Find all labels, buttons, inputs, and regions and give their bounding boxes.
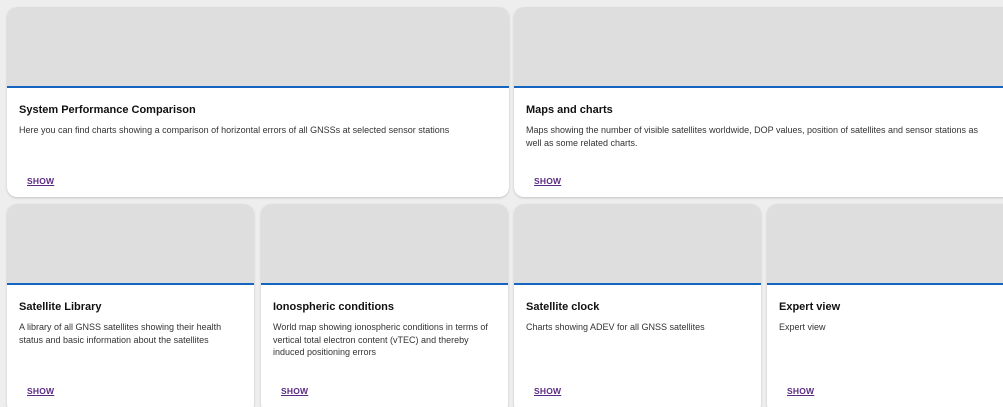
card-description: A library of all GNSS satellites showing their health status and basic information about the satellites xyxy=(19,322,222,345)
show-link[interactable]: SHOW xyxy=(534,386,562,396)
card-title: Maps and charts xyxy=(526,104,613,116)
card-description: Maps showing the number of visible satellites worldwide, DOP values, position of satellites and sensor stations as well as some related charts. xyxy=(526,125,979,148)
card-ionospheric-conditions[interactable] xyxy=(261,204,508,407)
card-description: World map showing ionospheric conditions in terms of vertical total electron content (vTEC) and thereby induced positioning errors xyxy=(273,322,488,357)
card-image-placeholder[interactable] xyxy=(7,7,509,88)
show-link[interactable]: SHOW xyxy=(281,386,309,396)
card-title: Expert view xyxy=(779,301,841,313)
card-image-placeholder[interactable] xyxy=(514,204,761,285)
card-image-placeholder[interactable] xyxy=(767,204,1003,285)
card-title: Satellite clock xyxy=(526,301,600,313)
show-link[interactable]: SHOW xyxy=(27,176,55,186)
card-maps-and-charts[interactable] xyxy=(514,7,1003,197)
card-satellite-clock[interactable] xyxy=(514,204,761,407)
card-description: Charts showing ADEV for all GNSS satellites xyxy=(526,322,705,332)
card-image-placeholder[interactable] xyxy=(514,7,1003,88)
card-image-placeholder[interactable] xyxy=(7,204,254,285)
card-title: Satellite Library xyxy=(19,301,102,313)
card-title: System Performance Comparison xyxy=(19,104,196,116)
show-link[interactable]: SHOW xyxy=(534,176,562,186)
card-title: Ionospheric conditions xyxy=(273,301,395,313)
show-link[interactable]: SHOW xyxy=(27,386,55,396)
card-image-placeholder[interactable] xyxy=(261,204,508,285)
show-link[interactable]: SHOW xyxy=(787,386,815,396)
card-description: Expert view xyxy=(779,322,826,332)
card-description: Here you can find charts showing a comparison of horizontal errors of all GNSSs at selected sensor stations xyxy=(19,125,450,135)
card-expert-view[interactable] xyxy=(767,204,1003,407)
card-satellite-library[interactable] xyxy=(7,204,254,407)
card-system-performance-comparison[interactable] xyxy=(7,7,509,197)
